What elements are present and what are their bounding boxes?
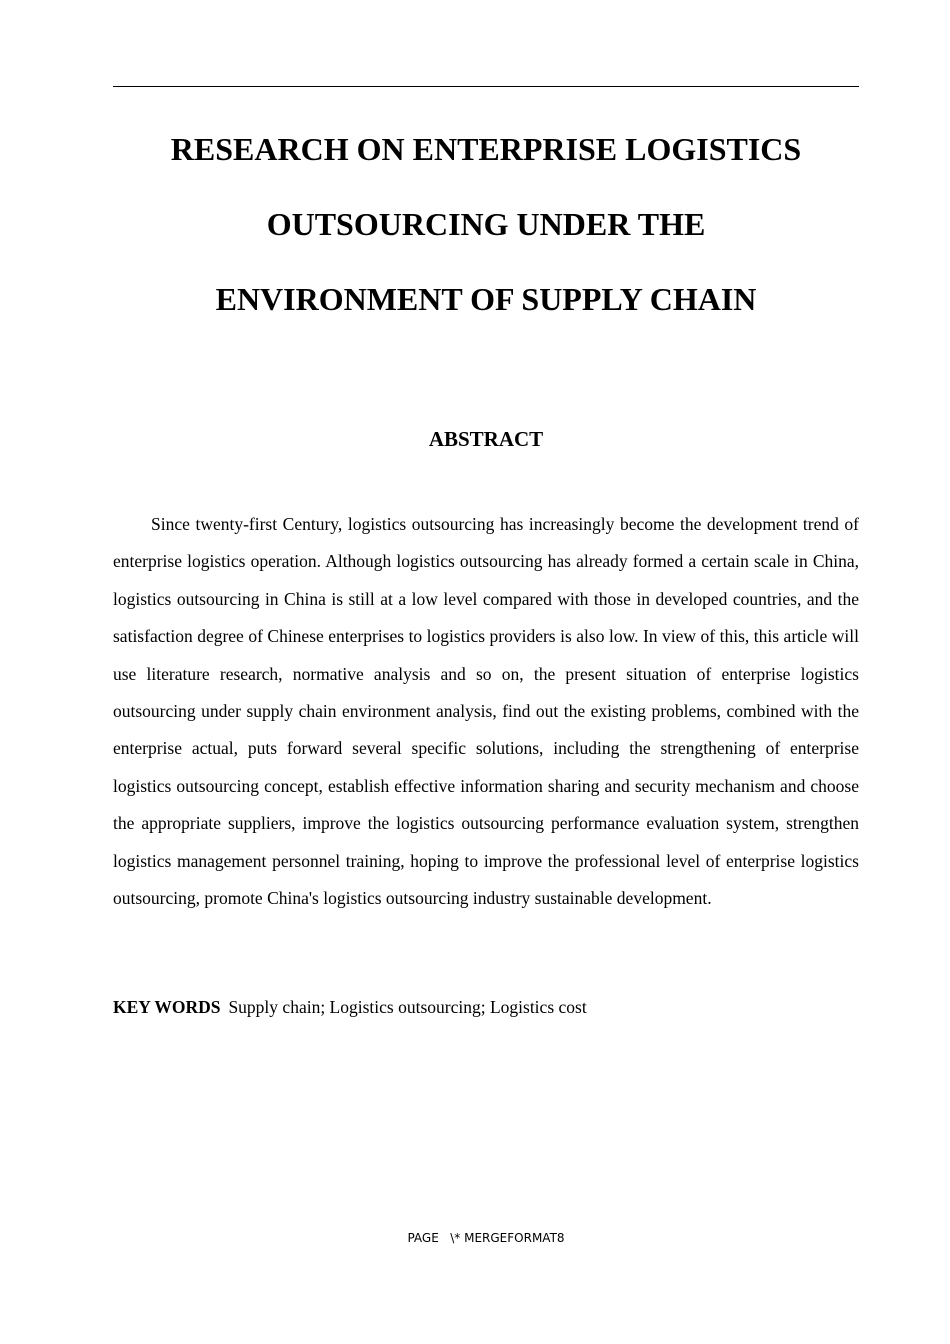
keywords-label: KEY WORDS bbox=[113, 997, 221, 1017]
abstract-paragraph: Since twenty-first Century, logistics outsourcing has increasingly become the development trend of enterprise logistics operation. Although logistics outsourcing has already formed a certain scale in China, logistics outsourcing in China is still at a low level compared with those in developed countries, and the satisfaction degree of Chinese enterprises to logistics providers is also low. In view of this, this article will use literature research, normative analysis and so on, the present situation of enterprise logistics outsourcing under supply chain environment analysis, find out the existing problems, combined with the enterprise actual, puts forward several specific solutions, including the strengthening of enterprise logistics outsourcing concept, establish effective information sharing and security mechanism and choose the appropriate suppliers, improve the logistics outsourcing performance evaluation system, strengthen logistics management personnel training, hoping to improve the professional level of enterprise logistics outsourcing, promote China's logistics outsourcing industry sustainable development. bbox=[113, 514, 859, 909]
header-rule bbox=[113, 86, 859, 87]
title-line-2: OUTSOURCING UNDER THE bbox=[266, 206, 706, 242]
page-footer: PAGE \* MERGEFORMAT8 bbox=[407, 1231, 565, 1245]
keywords-text: Supply chain; Logistics outsourcing; Logistics cost bbox=[228, 997, 587, 1017]
abstract-heading: ABSTRACT bbox=[428, 427, 544, 451]
title-line-1: RESEARCH ON ENTERPRISE LOGISTICS bbox=[170, 131, 802, 167]
title-line-3: ENVIRONMENT OF SUPPLY CHAIN bbox=[215, 281, 757, 317]
document-title bbox=[113, 112, 859, 337]
keywords-line bbox=[113, 993, 859, 1021]
